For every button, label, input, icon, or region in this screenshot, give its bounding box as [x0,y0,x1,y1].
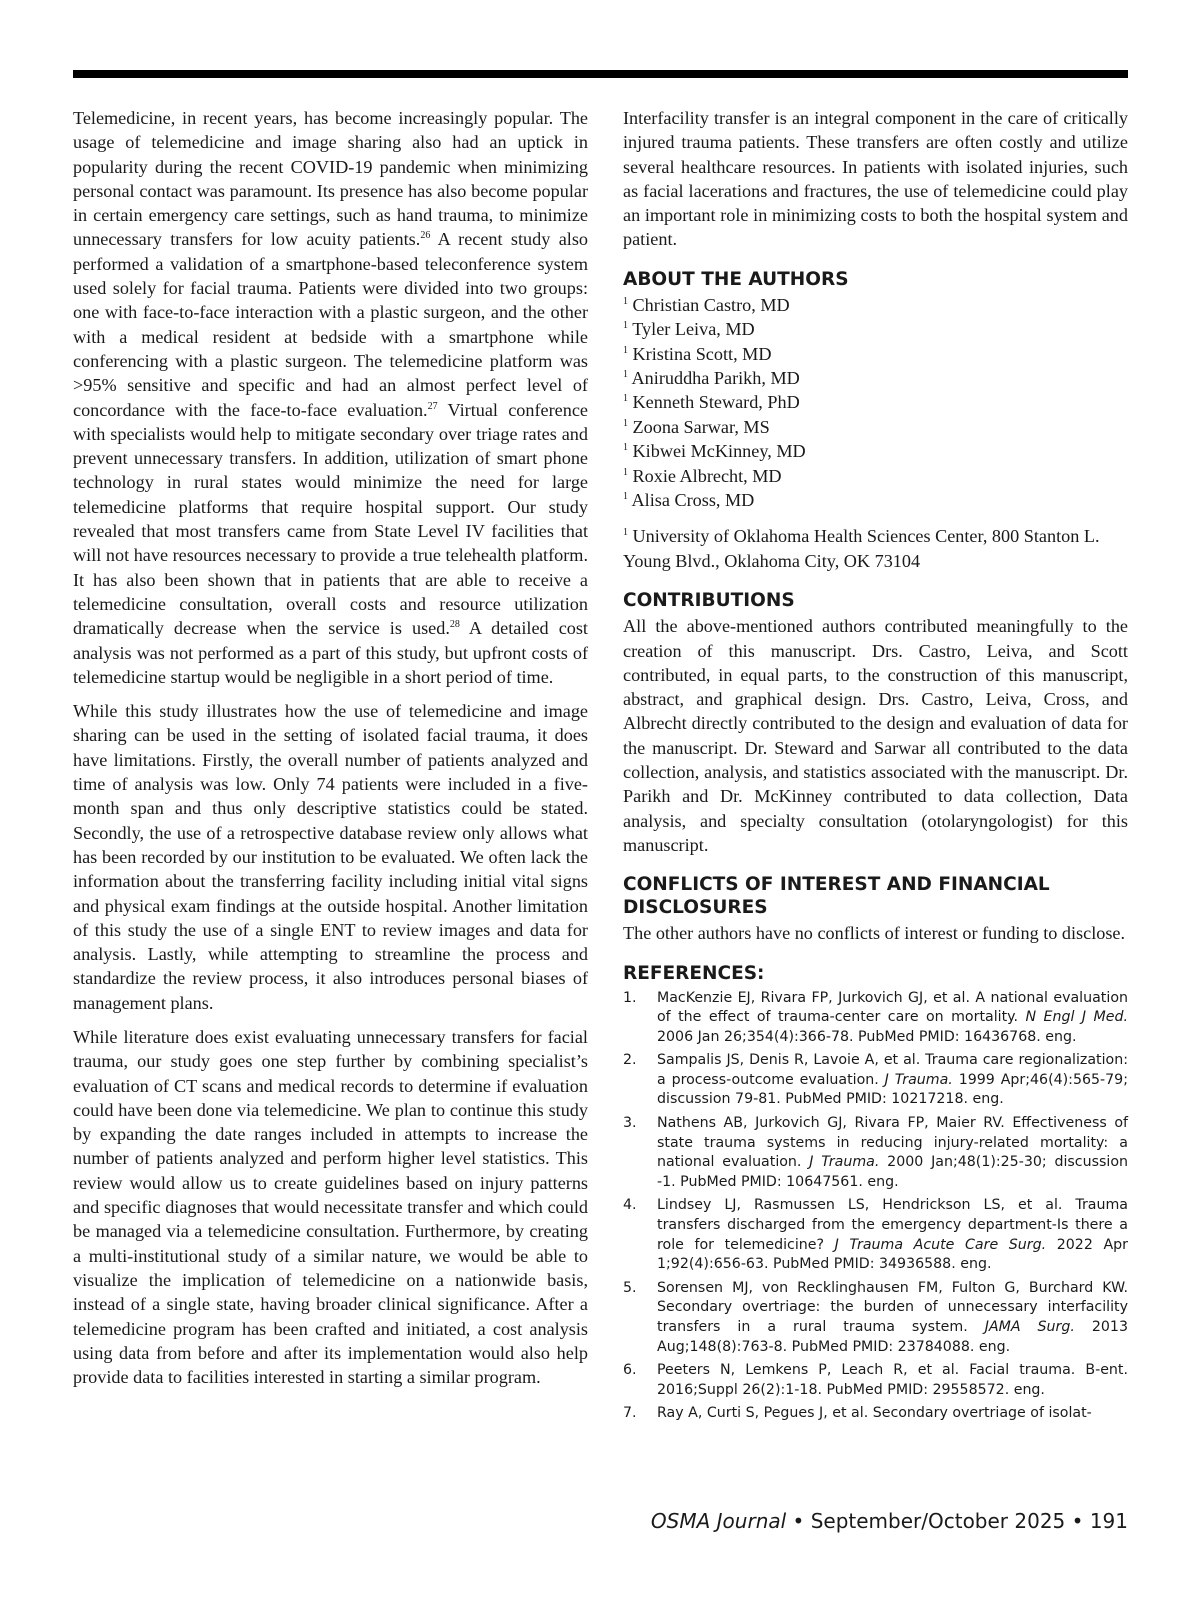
citation-28: 28 [449,619,460,631]
reference-item: 2. Sampalis JS, Denis R, Lavoie A, et al. Trauma care regionalization: a process-outcome evaluation. J Trauma. 1999 Apr;46(4):565-79; discussion 79-81. PubMed PMID: 10217218. eng. [623,1052,1128,1108]
reference-item: 6. Peeters N, Lemkens P, Leach R, et al. Facial trauma. B-ent. 2016;Suppl 26(2):1-18. PubMed PMID: 29558572. eng. [623,1362,1128,1398]
citation-26: 26 [420,230,431,242]
body-paragraph-2: While this study illustrates how the use of telemedicine and image sharing can be used in the setting of isolated facial trauma, it does have limitations. Firstly, the overall number of patients analyzed and time of analysis was low. Only 74 patients were included in a five-month span and thus only descriptive statistics could be stated. Secondly, the use of a retrospective database review only allows what has been recorded by our institution to be evaluated. We often lack the information about the transferring facility including initial vital signs and physical exam findings at the outside hospital. Another limitation of this study the use of a single ENT to review images and data for analysis. Lastly, while attempting to streamline the process and standardize the review process, it also introduces personal biases of management plans. [73,701,588,1013]
page-footer: OSMA Journal • September/October 2025 • 191 [650,1509,1128,1533]
author-item: $^1$ Tyler Leiva, MD [623,319,755,340]
citation-27: 27 [427,400,438,412]
contributions-heading: CONTRIBUTIONS [623,590,795,612]
author-item: $^1$ Roxie Albrecht, MD [623,465,782,486]
body-paragraph-3: While literature does exist evaluating unnecessary transfers for facial trauma, our study goes one step further by combining specialist’s evaluation of CT scans and medical records to determine if evaluation could have been done via telemedicine. We plan to continue this study by expanding the date ranges included in attempts to increase the number of patients analyzed and perform higher level statistics. This review would allow us to create guidelines based on injury patterns and specific diagnoses that would necessitate transfer and which could be managed via a telemedicine consultation. Furthermore, by creating a multi-institutional study of a similar nature, we would be able to visualize the implication of telemedicine on a nationwide basis, instead of a single state, having broader clinical significance. After a telemedicine program has been crafted and initiated, a cost analysis using data from before and after its implementation would also help provide data to facilities interested in starting a similar program. [73,1026,588,1388]
affiliation: $^1$ University of Oklahoma Health Sciences Center, 800 Stanton L. Young Blvd., Oklahoma City, OK 73104 [623,526,1100,571]
right-column [623,106,1128,1428]
reference-item: 7. Ray A, Curti S, Pegues J, et al. Secondary overtriage of isolat- [623,1405,1092,1422]
reference-list [623,989,1128,1424]
journal-name: OSMA Journal [650,1509,787,1533]
author-item: $^1$ Christian Castro, MD [623,294,790,315]
references-heading: REFERENCES: [623,962,765,984]
reference-item: 1. MacKenzie EJ, Rivara FP, Jurkovich GJ, et al. A national evaluation of the effect of trauma-center care on mortality. N Engl J Med. 2006 Jan 26;354(4):366-78. PubMed PMID: 16436768. eng. [623,989,1128,1045]
author-item: $^1$ Zoona Sarwar, MS [623,416,770,437]
conflicts-paragraph: The other authors have no conflicts of interest or funding to disclose. [623,923,1126,944]
contributions-paragraph: All the above-mentioned authors contributed meaningfully to the creation of this manuscript. Drs. Castro, Leiva, and Scott contributed, in equal parts, to the construction of this manuscript, abstract, and graphical design. Drs. Castro, Leiva, Cross, and Albrecht directly contributed to the design and evaluation of data for the manuscript. Dr. Steward and Sarwar all contributed to the data collection, analysis, and statistics associated with the manuscript. Dr. Parikh and Dr. McKinney contributed to data collection, Data analysis, and specialty consultation (otolaryngologist) for this manuscript. [623,616,1128,855]
authors-heading: ABOUT THE AUTHORS [623,268,849,290]
left-column [73,106,588,1399]
author-item: $^1$ Kibwei McKinney, MD [623,441,806,462]
reference-item: 3. Nathens AB, Jurkovich GJ, Rivara FP, Maier RV. Effectiveness of state trauma systems in reducing injury-related mortality: a national evaluation. J Trauma. 2000 Jan;48(1):25-30; discussion -1. PubMed PMID: 10647561. eng. [623,1115,1128,1190]
body-paragraph-1: Telemedicine, in recent years, has become increasingly popular. The usage of telemedicine and image sharing also had an uptick in popularity during the recent COVID-19 pandemic when minimizing personal contact was paramount. Its presence has also become popular in certain emergency care settings, such as hand trauma, to minimize unnecessary transfers for low acuity patients.$^{26}$ A recent study also performed a validation of a smartphone-based teleconference system used solely for facial trauma. Patients were divided into two groups: one with face-to-face interaction with a plastic surgeon, and the other with a medical resident at bedside with a smartphone while conferencing with a plastic surgeon. The telemedicine platform was >95% sensitive and specific and had an almost perfect level of concordance with the face-to-face evaluation.$^{27}$ Virtual conference with specialists would help to mitigate secondary over triage rates and prevent unnecessary transfers. In addition, utilization of smart phone technology in rural states would minimize the need for large telemedicine platforms that require hospital support. Our study revealed that most transfers came from State Level IV facilities that will not have resources necessary to provide a true telehealth platform. It has also been shown that in patients that are able to receive a telemedicine consultation, overall costs and resource utilization dramatically decrease when the service is used.$^{28}$ A detailed cost analysis was not performed as a part of this study, but upfront costs of telemedicine startup would be negligible in a short period of time. [73,108,588,687]
author-list [623,293,1128,513]
conflicts-heading: CONFLICTS OF INTEREST AND FINANCIAL DISCLOSURES [623,874,1050,919]
author-item: $^1$ Kenneth Steward, PhD [623,392,800,413]
author-item: $^1$ Aniruddha Parikh, MD [623,368,800,388]
reference-item: 5. Sorensen MJ, von Recklinghausen FM, Fulton G, Burchard KW. Secondary overtriage: the burden of unnecessary interfacility transfers in a rural trauma system. JAMA Surg. 2013 Aug;148(8):763-8. PubMed PMID: 23784088. eng. [623,1279,1128,1355]
reference-item: 4. Lindsey LJ, Rasmussen LS, Hendrickson LS, et al. Trauma transfers discharged from the emergency department-Is there a role for telemedicine? J Trauma Acute Care Surg. 2022 Apr 1;92(4):656-63. PubMed PMID: 34936588. eng. [623,1197,1128,1273]
top-rule [73,70,1128,78]
issue-date: September/October 2025 [810,1509,1066,1533]
intro-paragraph: Interfacility transfer is an integral component in the care of critically injured trauma patients. These transfers are often costly and utilize several healthcare resources. In patients with isolated injuries, such as facial lacerations and fractures, the use of telemedicine could play an important role in minimizing costs to both the hospital system and patient. [623,108,1128,250]
author-item: $^1$ Kristina Scott, MD [623,343,772,364]
author-item: $^1$ Alisa Cross, MD [623,490,755,511]
page-number: 191 [1089,1509,1128,1533]
